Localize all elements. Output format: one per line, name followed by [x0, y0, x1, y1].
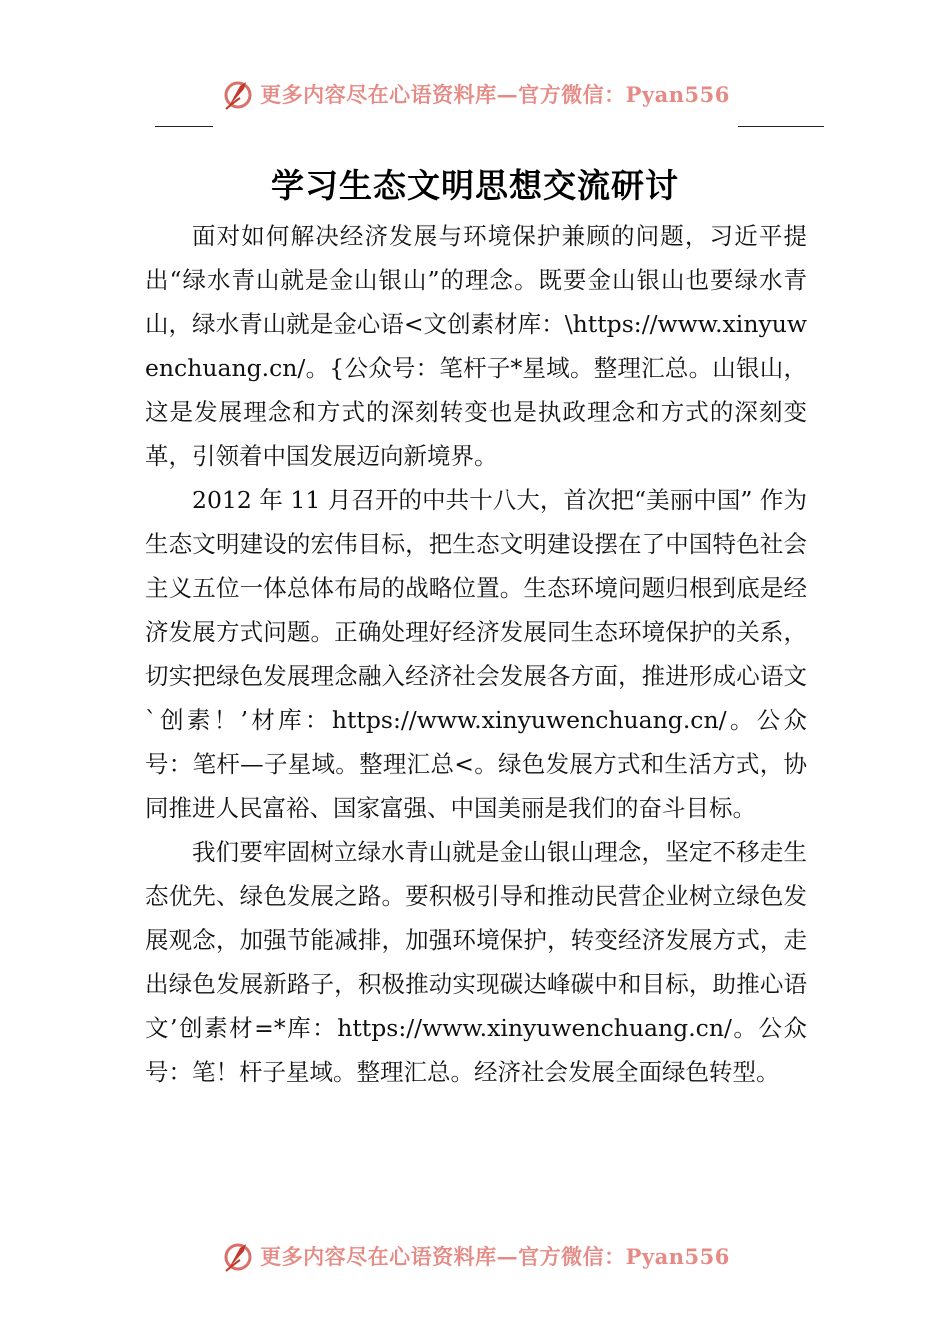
pen-nib-logo-icon [220, 76, 256, 112]
paragraph-2: 2012 年 11 月召开的中共十八大，首次把“美丽中国” 作为生态文明建设的宏伟目标，把生态文明建设摆在了中国特色社会主义五位一体总体布局的战略位置。生态环境问题归根到底是经济发展方式问题。正确处理好经济发展同生态环境保护的关系，切实把绿色发展理念融入经济社会发展各方面，推进形成心语文`创素！’材库：https://www.xinyuwenchuang.cn/。公众号：笔杆—子星域。整理汇总<。绿色发展方式和生活方式，协同推进人民富裕、国家富强、中国美丽是我们的奋斗目标。 [145, 486, 807, 822]
paragraph-3: 我们要牢固树立绿水青山就是金山银山理念，坚定不移走生态优先、绿色发展之路。要积极引导和推动民营企业树立绿色发展观念，加强节能减排，加强环境保护，转变经济发展方式，走出绿色发展新路子，积极推动实现碳达峰碳中和目标，助推心语文’创素材=*库：https://www.xinyuwenchuang.cn/。公众号：笔！杆子星域。整理汇总。经济社会发展全面绿色转型。 [145, 838, 807, 1086]
document-title: 学习生态文明思想交流研讨 [271, 166, 679, 205]
pen-nib-logo-icon [220, 1238, 256, 1274]
footer-banner [0, 1236, 950, 1276]
paragraph-1: 面对如何解决经济发展与环境保护兼顾的问题，习近平提出“绿水青山就是金山银山”的理念。既要金山银山也要绿水青山，绿水青山就是金心语<文创素材库：\https://www.xinyuwenchuang.cn/。{公众号：笔杆子*星域。整理汇总。山银山，这是发展理念和方式的深刻转变也是执政理念和方式的深刻变革，引领着中国发展迈向新境界。 [145, 222, 807, 470]
header-banner-text: 更多内容尽在心语资料库—官方微信：Pyan556 [260, 82, 730, 107]
footer-banner-text: 更多内容尽在心语资料库—官方微信：Pyan556 [260, 1244, 730, 1269]
header-banner [0, 74, 950, 114]
header-rule-right [738, 126, 824, 127]
document-body [145, 214, 807, 1094]
header-rule-left [155, 126, 213, 127]
